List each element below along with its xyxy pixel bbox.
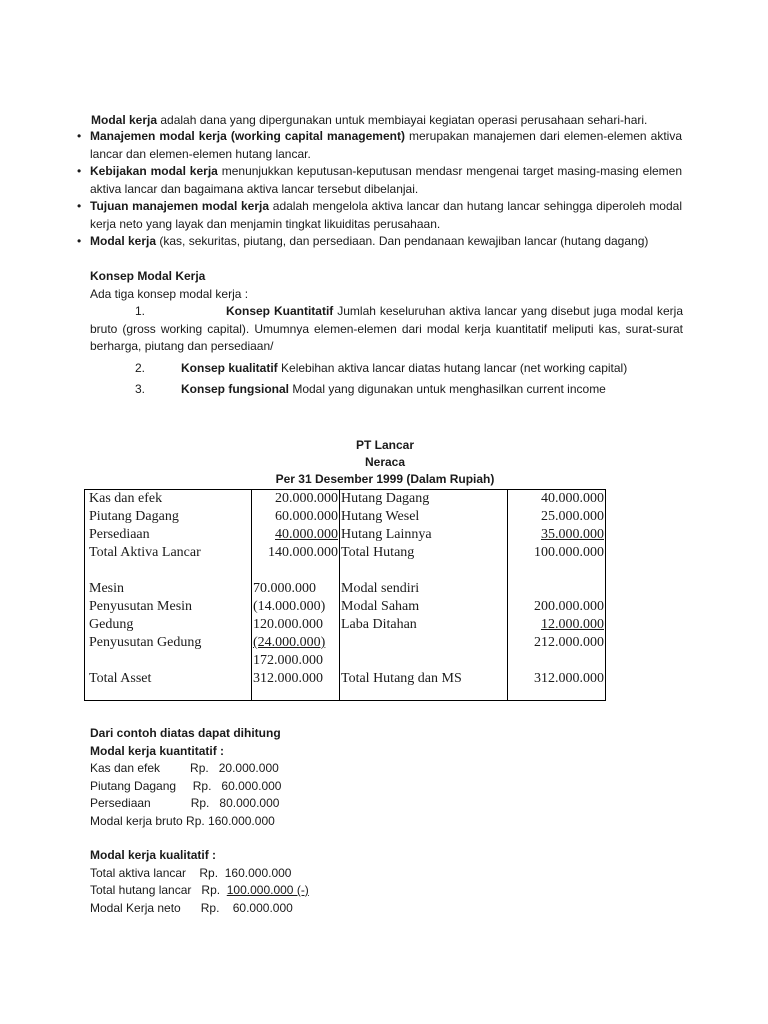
- asset-value: 20.000.000: [252, 490, 340, 509]
- asset-value: 120.000.000: [252, 616, 340, 634]
- calc-label: Modal Kerja neto Rp.: [90, 900, 233, 915]
- konsep-term: Konsep kualitatif: [181, 360, 278, 375]
- liability-value: 12.000.000: [541, 617, 604, 632]
- table-row: [85, 598, 606, 616]
- asset-value: 140.000.000: [252, 544, 340, 562]
- calc-value: 60.000.000: [232, 900, 293, 915]
- bullet-term: Manajemen modal kerja (working capital management): [90, 129, 405, 143]
- liability-label: [340, 634, 508, 652]
- table-row: [85, 490, 606, 509]
- intro-text: adalah dana yang dipergunakan untuk membiayai kegiatan operasi perusahaan sehari-hari.: [157, 113, 648, 127]
- konsep-subtitle: Ada tiga konsep modal kerja :: [90, 286, 249, 301]
- calc-intro: Dari contoh diatas dapat dihitung: [90, 726, 281, 740]
- asset-label: Penyusutan Gedung: [85, 634, 252, 652]
- asset-label: Mesin: [85, 580, 252, 598]
- neraca-period: Per 31 Desember 1999 (Dalam Rupiah): [275, 472, 495, 486]
- asset-value: (14.000.000): [252, 598, 340, 616]
- table-row: [85, 580, 606, 598]
- table-row: [85, 526, 606, 544]
- konsep-heading: Konsep Modal Kerja: [90, 269, 206, 283]
- asset-label: Penyusutan Mesin: [85, 598, 252, 616]
- liability-label: Laba Ditahan: [340, 616, 508, 634]
- bullet-text: adalah mengelola aktiva lancar dan hutang lancar sehingga diperoleh modal kerja neto yang layak dan menjamin tingkat likuiditas perusahaan.: [90, 199, 682, 231]
- konsep-item: [135, 360, 683, 378]
- calc-line: Piutang Dagang Rp. 60.000.000: [90, 778, 282, 793]
- bullet-term: Tujuan manajemen modal kerja: [90, 199, 270, 213]
- calc-value: 100.000.000 (-): [226, 883, 309, 897]
- asset-label: Gedung: [85, 616, 252, 634]
- calc-label: Total aktiva lancar Rp.: [90, 865, 225, 880]
- definition-bullets: [77, 128, 682, 251]
- table-row: [85, 634, 606, 652]
- calc-line: Persediaan Rp. 80.000.000: [90, 796, 280, 810]
- bullet-text: menunjukkan keputusan-keputusan mendasr mengenai target masing-masing elemen aktiva lancar dan bagaimana aktiva lancar tersebut dibelanjai.: [90, 164, 682, 196]
- konsep-list: [90, 303, 683, 399]
- konsep-term: Konsep Kuantitatif: [226, 304, 334, 318]
- table-row: [85, 544, 606, 562]
- liability-label: Hutang Dagang: [340, 490, 508, 509]
- calculation-section: [90, 725, 490, 917]
- konsep-section: [90, 268, 690, 303]
- asset-label: Kas dan efek: [85, 490, 252, 509]
- calc-line: [90, 882, 490, 900]
- bullet-item: [77, 233, 682, 251]
- liability-value: 35.000.000: [541, 527, 604, 542]
- konsep-number: 2.: [135, 360, 146, 375]
- liability-value: 312.000.000: [508, 670, 606, 701]
- bullet-term: Modal kerja: [90, 234, 157, 248]
- asset-value: 70.000.000: [252, 580, 340, 598]
- konsep-text: Modal yang digunakan untuk menghasilkan current income: [289, 382, 606, 396]
- calc-line: Modal kerja bruto Rp. 160.000.000: [90, 813, 275, 828]
- company-name: PT Lancar: [355, 438, 415, 452]
- liability-value: [508, 652, 606, 670]
- liability-value: 212.000.000: [508, 634, 606, 652]
- konsep-item: [90, 303, 683, 356]
- asset-label: Total Asset: [85, 670, 252, 701]
- bullet-dot-icon: •: [77, 129, 82, 143]
- bullet-text: (kas, sekuritas, piutang, dan persediaan. Dan pendanaan kewajiban lancar (hutang dagang): [156, 234, 649, 248]
- table-row: [85, 652, 606, 670]
- asset-value: 172.000.000: [252, 652, 340, 670]
- table-row: [85, 616, 606, 634]
- intro-paragraph: [91, 112, 681, 130]
- kualitatif-title: Modal kerja kualitatif :: [90, 848, 217, 862]
- liability-value: 100.000.000: [508, 544, 606, 562]
- liability-label: [340, 652, 508, 670]
- bullet-item: [77, 198, 682, 233]
- neraca-title-block: [240, 437, 530, 488]
- asset-value: 60.000.000: [252, 508, 340, 526]
- asset-label: Persediaan: [85, 526, 252, 544]
- liability-label: Total Hutang: [340, 544, 508, 562]
- calc-value: 160.000.000: [224, 865, 292, 880]
- konsep-item: [135, 381, 683, 399]
- neraca-title: Neraca: [364, 455, 406, 469]
- asset-value: (24.000.000): [253, 635, 326, 650]
- liability-value: 40.000.000: [508, 490, 606, 509]
- liability-label: Total Hutang dan MS: [340, 670, 508, 701]
- bullet-item: [77, 128, 682, 163]
- liability-label: Hutang Wesel: [340, 508, 508, 526]
- liability-value: 25.000.000: [508, 508, 606, 526]
- konsep-number: 1.: [135, 304, 146, 318]
- liability-label: Modal Saham: [340, 598, 508, 616]
- asset-value: 40.000.000: [275, 527, 338, 542]
- bullet-dot-icon: •: [77, 199, 82, 213]
- asset-label: [85, 652, 252, 670]
- bullet-dot-icon: •: [77, 164, 82, 178]
- konsep-text: Jumlah keseluruhan aktiva lancar yang disebut juga modal kerja bruto (gross working capital). Umumnya elemen-elemen dari modal kerja kuantitatif meliputi kas, surat-surat berharga, piutang dan persediaan/: [90, 304, 683, 353]
- asset-label: Piutang Dagang: [85, 508, 252, 526]
- liability-value: [508, 580, 606, 598]
- asset-label: Total Aktiva Lancar: [85, 544, 252, 562]
- liability-label: Hutang Lainnya: [340, 526, 508, 544]
- kuantitatif-title: Modal kerja kuantitatif :: [90, 743, 225, 758]
- bullet-dot-icon: •: [77, 234, 82, 248]
- konsep-text: Kelebihan aktiva lancar diatas hutang lancar (net working capital): [277, 360, 628, 375]
- konsep-term: Konsep fungsional: [181, 382, 289, 396]
- table-row: [85, 508, 606, 526]
- calc-label: Total hutang lancar Rp.: [90, 883, 227, 897]
- bullet-text: merupakan manajemen dari elemen-elemen aktiva lancar dan elemen-elemen hutang lancar.: [90, 129, 682, 161]
- bullet-term: Kebijakan modal kerja: [90, 164, 218, 178]
- liability-value: 200.000.000: [508, 598, 606, 616]
- table-spacer-row: [85, 562, 606, 580]
- table-row: [85, 670, 606, 701]
- konsep-number: 3.: [135, 382, 146, 396]
- calc-line: [90, 900, 490, 918]
- calc-line: Kas dan efek Rp. 20.000.000: [90, 761, 279, 775]
- balance-sheet-table: [84, 489, 606, 701]
- asset-value: 312.000.000: [252, 670, 340, 701]
- intro-term: Modal kerja: [91, 113, 158, 127]
- calc-line: [90, 865, 490, 883]
- liability-label: Modal sendiri: [340, 580, 508, 598]
- bullet-item: [77, 163, 682, 198]
